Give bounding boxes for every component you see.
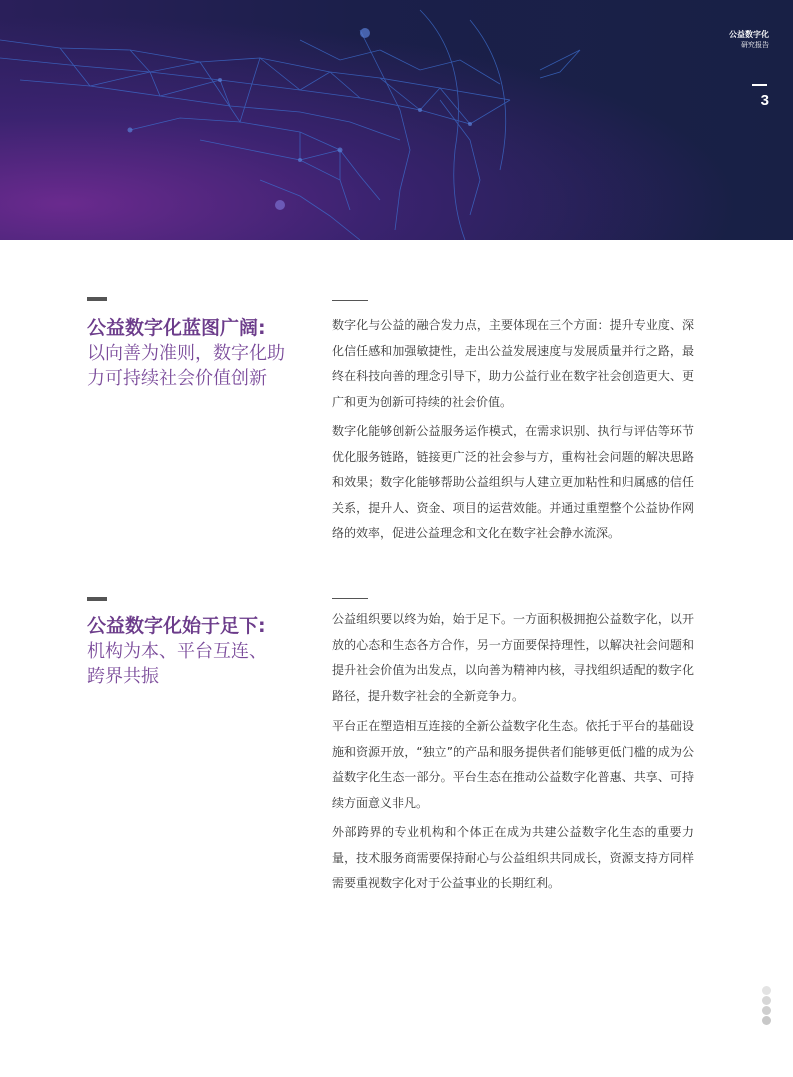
decorative-dots xyxy=(762,986,772,1026)
section-marker xyxy=(87,597,107,601)
section-heading-line: 以向善为准则，数字化助 xyxy=(87,343,285,364)
section-heading xyxy=(87,315,312,391)
section-heading xyxy=(87,613,312,689)
hero-banner xyxy=(0,0,793,240)
report-subtitle: 研究报告 xyxy=(741,41,769,49)
dot xyxy=(762,986,771,995)
paragraph: 公益组织要以终为始，始于足下。一方面积极拥抱公益数字化，以开放的心态和生态各方合作，另一方面要保持理性，以解决社会问题和提升社会价值为出发点，以向善为精神内核，寻找组织适配的数字化路径，提升数字社会的全新竞争力。 xyxy=(332,612,694,703)
paragraph: 平台正在塑造相互连接的全新公益数字化生态。依托于平台的基础设施和资源开放，“独立”的产品和服务提供者们能够更低门槛的成为公益数字化生态一部分。平台生态在推动公益数字化普惠、共享、可持续方面意义非凡。 xyxy=(332,719,694,810)
page-number-bar xyxy=(752,84,767,86)
page-number: 3 xyxy=(760,92,769,109)
section-heading-bold: 公益数字化蓝图广阔: xyxy=(87,317,266,339)
section-marker xyxy=(87,297,107,301)
paragraph: 数字化与公益的融合发力点，主要体现在三个方面：提升专业度、深化信任感和加强敏捷性，走出公益发展速度与发展质量并行之路，最终在科技向善的理念引导下，助力公益行业在数字社会创造更大、更广和更为创新可持续的社会价值。 xyxy=(332,318,694,409)
report-title: 公益数字化 xyxy=(729,30,769,39)
dot xyxy=(762,1016,771,1025)
paragraph: 数字化能够创新公益服务运作模式，在需求识别、执行与评估等环节优化服务链路，链接更广泛的社会参与方，重构社会问题的解决思路和效果；数字化能够帮助公益组织与人建立更加粘性和归属感的信任关系，提升人、资金、项目的运营效能。并通过重塑整个公益协作网络的效率，促进公益理念和文化在数字社会静水流深。 xyxy=(332,424,694,540)
section-heading-bold: 公益数字化始于足下: xyxy=(87,615,266,637)
dot xyxy=(762,996,771,1005)
paragraph-divider xyxy=(332,598,368,599)
network-hand-illustration xyxy=(0,0,793,240)
section-heading-line: 力可持续社会价值创新 xyxy=(87,368,267,389)
section-heading-line: 机构为本、平台互连、 xyxy=(87,641,267,662)
paragraph-divider xyxy=(332,300,368,301)
section-heading-line: 跨界共振 xyxy=(87,666,159,687)
dot xyxy=(762,1006,771,1015)
paragraph: 外部跨界的专业机构和个体正在成为共建公益数字化生态的重要力量，技术服务商需要保持耐心与公益组织共同成长，资源支持方同样需要重视数字化对于公益事业的长期红利。 xyxy=(332,825,694,890)
